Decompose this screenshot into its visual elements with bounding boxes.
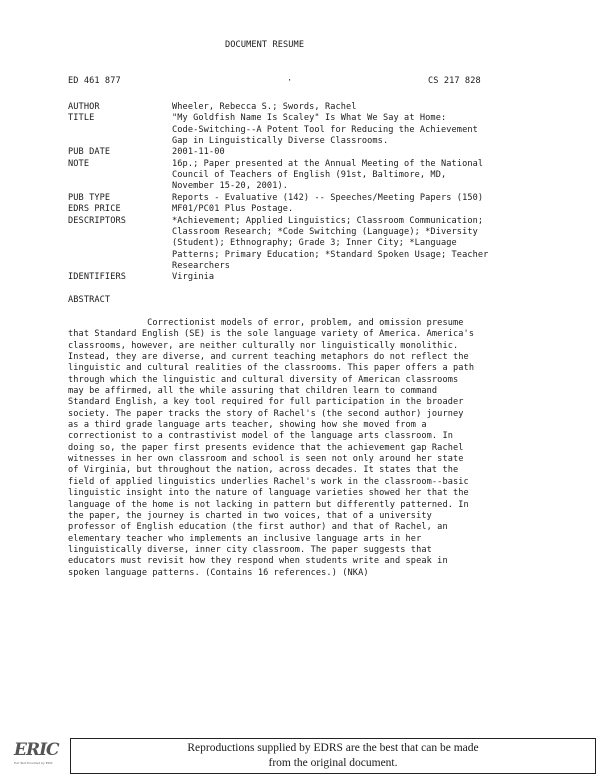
reproduction-notice xyxy=(70,738,596,774)
abstract-line: the paper, the journey is charted in two voices, that of a university xyxy=(68,510,432,521)
abstract-line: of Virginia, but throughout the nation, across decades. It states that the xyxy=(68,465,459,476)
cs-number: CS 217 828 xyxy=(428,76,481,86)
field-value: Reports - Evaluative (142) -- Speeches/Meeting Papers (150) xyxy=(172,192,484,203)
field-value: Virginia xyxy=(172,272,215,283)
field-value: MF01/PC01 Plus Postage. xyxy=(172,204,294,215)
header-mark: · xyxy=(287,76,293,86)
eric-logo-subtext: Full Text Provided by ERIC xyxy=(14,761,53,765)
reproduction-notice-line1: Reproductions supplied by EDRS are the best that can be made xyxy=(187,742,479,754)
abstract-line: witnesses in her own classroom and school is seen not only around her state xyxy=(68,454,464,465)
field-label: TITLE xyxy=(68,113,95,124)
abstract-label: ABSTRACT xyxy=(68,295,111,305)
field-value: 2001-11-00 xyxy=(172,147,225,158)
abstract-line: as a third grade language arts teacher, showing how she moved from a xyxy=(68,420,427,431)
abstract-line: Instead, they are diverse, and current teaching metaphors do not reflect the xyxy=(68,352,469,363)
field-value: Gap in Linguistically Diverse Classrooms. xyxy=(172,136,389,147)
abstract-line: through which the linguistic and cultural diversity of American classrooms xyxy=(68,374,459,385)
field-value: (Student); Ethnography; Grade 3; Inner City; *Language xyxy=(172,238,457,249)
field-label: PUB DATE xyxy=(68,147,111,158)
field-value: November 15-20, 2001). xyxy=(172,181,289,192)
eric-logo-text: ERIC xyxy=(14,740,59,760)
field-value: Code-Switching--A Potent Tool for Reducing the Achievement xyxy=(172,124,478,135)
abstract-line: linguistic and cultural realities of the classrooms. This paper offers a path xyxy=(68,363,475,374)
abstract-line: field of applied linguistics underlies Rachel's work in the classroom--basic xyxy=(68,476,469,487)
field-label: IDENTIFIERS xyxy=(68,272,127,283)
abstract-line: language of the home is not lacking in pattern but differently patterned. In xyxy=(68,499,469,510)
field-value: Patterns; Primary Education; *Standard Spoken Usage; Teacher xyxy=(172,249,489,260)
document-title: DOCUMENT RESUME xyxy=(225,40,305,50)
eric-logo xyxy=(14,740,59,770)
abstract-line: spoken language patterns. (Contains 16 references.) (NKA) xyxy=(68,567,369,578)
abstract-line: Correctionist models of error, problem, and omission presume xyxy=(68,318,464,328)
field-label: NOTE xyxy=(68,158,90,169)
abstract-line: correctionist to a contrastivist model of the language arts classroom. In xyxy=(68,431,453,442)
abstract-line: elementary teacher who implements an inclusive language arts in her xyxy=(68,533,422,544)
reproduction-notice-line2: from the original document. xyxy=(268,757,398,769)
ed-number: ED 461 877 xyxy=(68,76,121,86)
field-value: 16p.; Paper presented at the Annual Meeting of the National xyxy=(172,158,484,169)
abstract-line: Standard English, a key tool required for full participation in the broader xyxy=(68,397,464,408)
field-label: DESCRIPTORS xyxy=(68,215,127,226)
field-label: PUB TYPE xyxy=(68,192,111,203)
abstract-line: may be affirmed, all the while assuring that children learn to command xyxy=(68,386,438,397)
field-value: Wheeler, Rebecca S.; Swords, Rachel xyxy=(172,102,357,112)
abstract-line: linguistically diverse, inner city classroom. The paper suggests that xyxy=(68,544,432,555)
field-value: Researchers xyxy=(172,260,231,271)
field-value: "My Goldfish Name Is Scaley" Is What We Say at Home: xyxy=(172,113,447,124)
abstract-line: linguistic insight into the nature of language varieties showed her that the xyxy=(68,488,469,499)
field-value: *Achievement; Applied Linguistics; Classroom Communication; xyxy=(172,215,484,226)
field-value: Council of Teachers of English (91st, Baltimore, MD, xyxy=(172,170,447,181)
abstract-line: society. The paper tracks the story of Rachel's (the second author) journey xyxy=(68,408,464,419)
abstract-line: classrooms, however, are neither culturally nor linguistically monolithic. xyxy=(68,340,459,351)
abstract-body xyxy=(68,318,538,579)
field-value: Classroom Research; *Code Switching (Language); *Diversity xyxy=(172,226,478,237)
abstract-line: educators must revisit how they respond when students write and speak in xyxy=(68,556,448,567)
abstract-line: that Standard English (SE) is the sole language variety of America. America's xyxy=(68,329,475,340)
field-label: AUTHOR xyxy=(68,102,100,112)
abstract-line: doing so, the paper first presents evidence that the achievement gap Rachel xyxy=(68,442,464,453)
field-label: EDRS PRICE xyxy=(68,204,121,215)
abstract-line: professor of English education (the first author) and that of Rachel, an xyxy=(68,522,448,533)
